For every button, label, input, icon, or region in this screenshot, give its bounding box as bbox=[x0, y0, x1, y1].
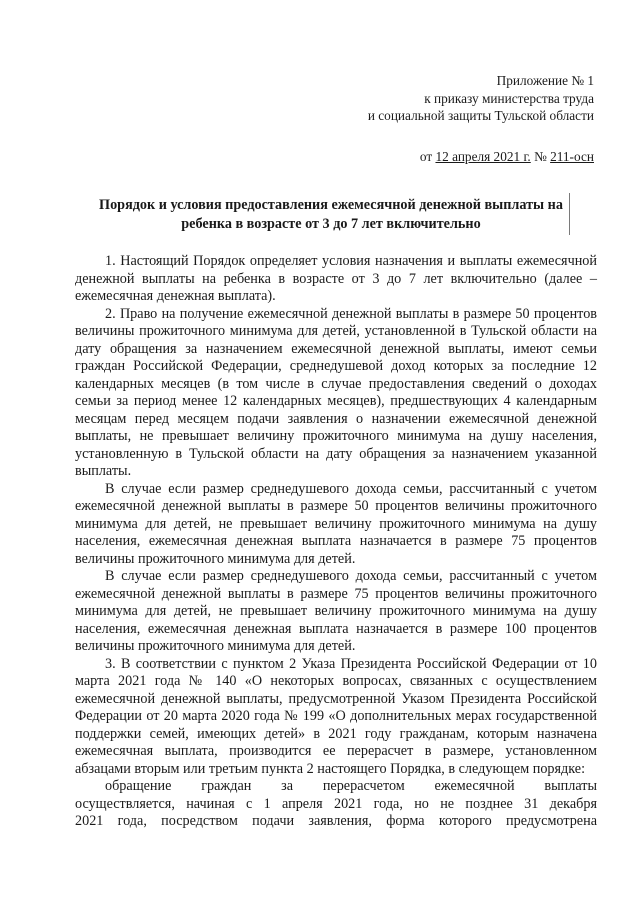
title-line-1: Порядок и условия предоставления ежемесячной денежной выплаты на bbox=[99, 197, 563, 213]
paragraph-1: 1. Настоящий Порядок определяет условия назначения и выплаты ежемесячной денежной выплаты на ребенка в возрасте от 3 до 7 лет включительно (далее – ежемесячная денежная выплата). bbox=[75, 253, 597, 304]
document-title bbox=[75, 196, 587, 234]
paragraph-6 bbox=[75, 778, 597, 831]
paragraph-2: 2. Право на получение ежемесячной денежной выплаты в размере 50 процентов величины прожиточного минимума для детей, установленной в Тульской области на дату обращения за назначением ежемесячной денежной выплаты, имеют семьи граждан Российской Федерации, среднедушевой доход которых за последние 12 календарных месяцев (в том числе в случае предоставления сведений о доходах семьи за период менее 12 календарных месяцев), предшествующих 4 календарным месяцам перед месяцем подачи заявления о назначении ежемесячной денежной выплаты, не превышает величину прожиточного минимума на душу населения, установленную в Тульской области на дату обращения за назначением указанной выплаты. bbox=[75, 305, 597, 479]
title-line-2: ребенка в возрасте от 3 до 7 лет включительно bbox=[181, 216, 481, 232]
appendix-label: Приложение № 1 bbox=[496, 73, 594, 88]
paragraph-3: В случае если размер среднедушевого дохода семьи, рассчитанный с учетом ежемесячной денежной выплаты в размере 50 процентов величины прожиточного минимума для детей, не превышает величину прожиточного минимума на душу населения, ежемесячная денежная выплата назначается в размере 75 процентов величины прожиточного минимума для детей. bbox=[75, 480, 597, 567]
document-body bbox=[75, 253, 597, 831]
paragraph-6-line-2: осуществляется, начиная с 1 апреля 2021 года, но не позднее 31 декабря bbox=[75, 795, 597, 812]
order-date: 12 апреля 2021 г. bbox=[435, 148, 531, 164]
order-reference: к приказу министерства труда bbox=[424, 90, 594, 106]
paragraph-5: 3. В соответствии с пунктом 2 Указа Президента Российской Федерации от 10 марта 2021 года № 140 «О некоторых вопросах, связанных с осуществлением ежемесячной денежной выплаты, предусмотренной Указом Президента Российской Федерации от 20 марта 2020 года № 199 «О дополнительных мерах государственной поддержки семей, имеющих детей» в 2021 году гражданам, которым назначена ежемесячная выплата, производится ее перерасчет в размере, установленном абзацами вторым или третьим пункта 2 настоящего Порядка, в следующем порядке: bbox=[75, 655, 597, 777]
order-date-line bbox=[368, 148, 594, 166]
ministry-name: и социальной защиты Тульской области bbox=[367, 108, 594, 123]
date-prefix: от bbox=[419, 148, 436, 164]
order-number: 211-осн bbox=[550, 148, 594, 164]
paragraph-6-line-3: 2021 года, посредством подачи заявления, форма которого предусмотрена bbox=[75, 813, 597, 829]
paragraph-4: В случае если размер среднедушевого дохода семьи, рассчитанный с учетом ежемесячной денежной выплаты в размере 75 процентов величины прожиточного минимума для детей, не превышает величину прожиточного минимума на душу населения, ежемесячная денежная выплата назначается в размере 100 процентов величины прожиточного минимума для детей. bbox=[75, 568, 597, 654]
paragraph-6-line-1: обращение граждан за перерасчетом ежемесячной выплаты bbox=[105, 778, 597, 794]
document-header bbox=[368, 72, 594, 165]
number-prefix: № bbox=[530, 148, 551, 164]
